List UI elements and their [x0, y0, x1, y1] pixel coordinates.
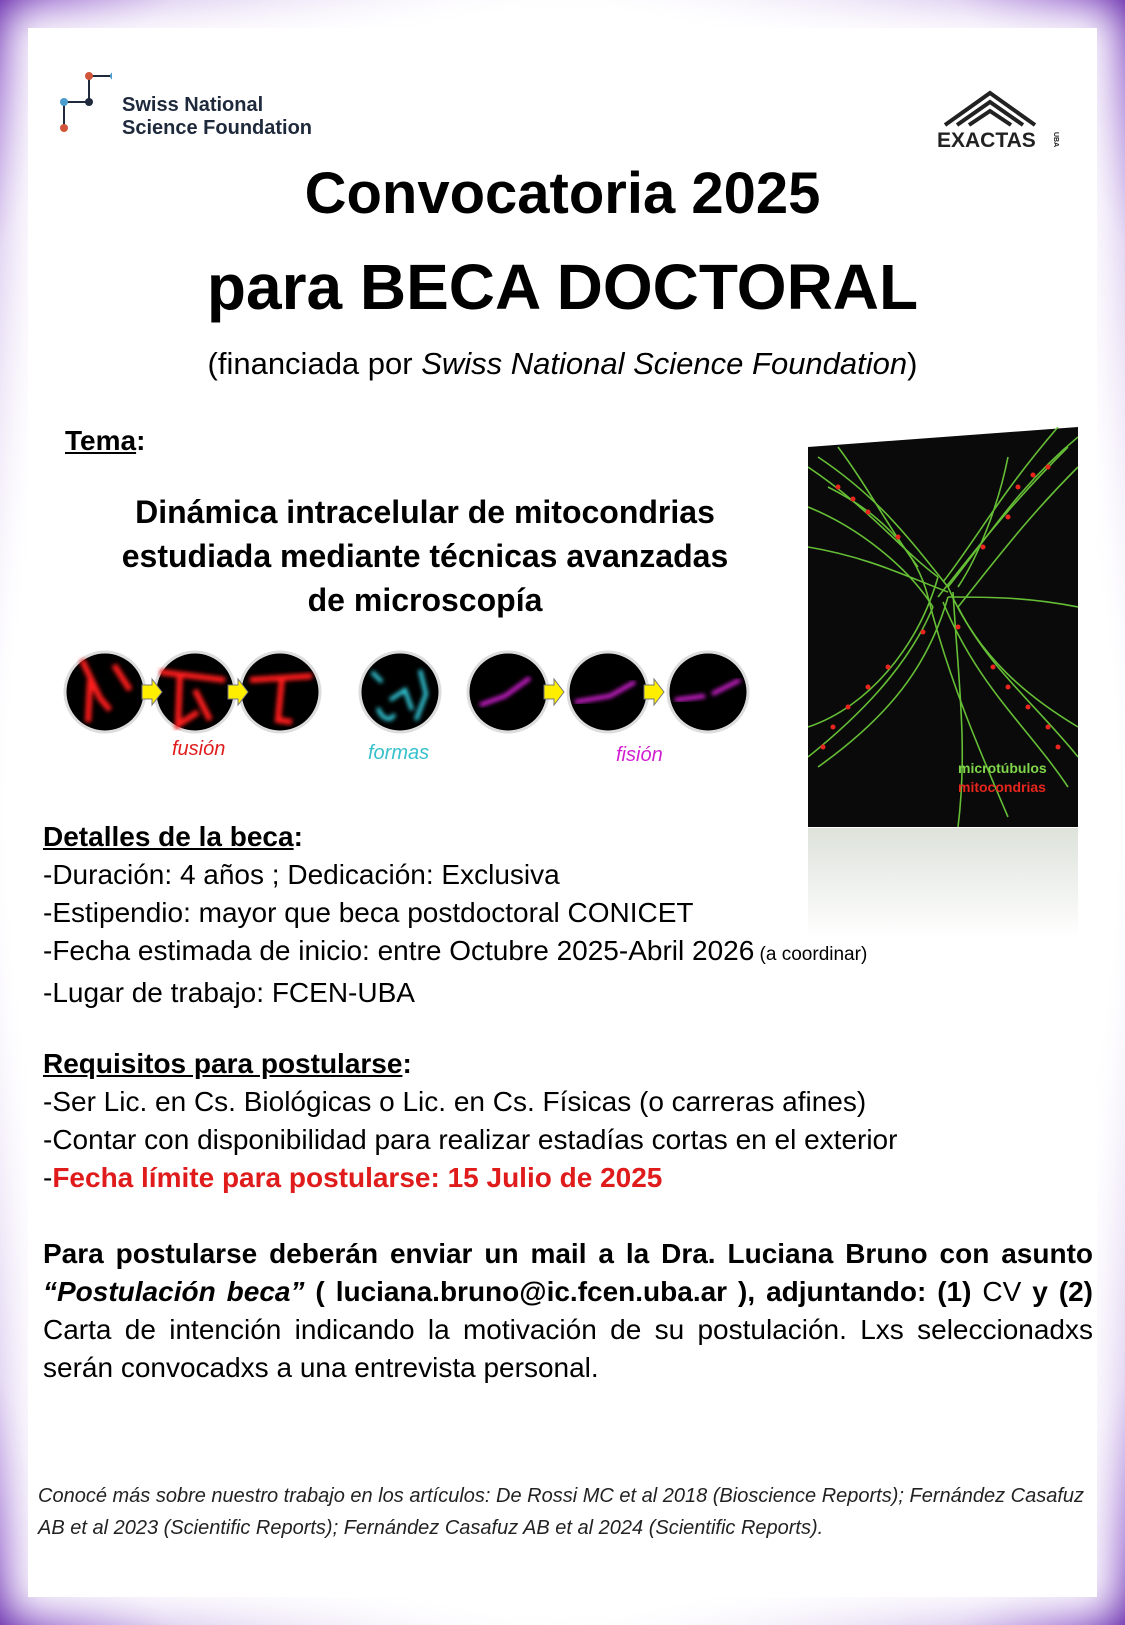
microtubules-micrograph: [808, 427, 1078, 827]
details-stipend: -Estipendio: mayor que beca postdoctoral CONICET: [43, 897, 694, 928]
exactas-roof-icon: [935, 85, 1045, 129]
details-duration: -Duración: 4 años ; Dedicación: Exclusiva: [43, 859, 560, 890]
details-workplace: -Lugar de trabajo: FCEN-UBA: [43, 977, 415, 1008]
requirement-availability: -Contar con disponibilidad para realizar estadías cortas en el exterior: [43, 1124, 898, 1155]
snsf-dots-icon: [52, 70, 112, 140]
micro-label-microtubules: microtúbulos: [958, 760, 1047, 776]
requirements-section: [43, 1045, 897, 1197]
fusion-caption: fusión: [172, 738, 226, 760]
formas-caption: formas: [368, 742, 430, 764]
references-note: Conocé más sobre nuestro trabajo en los artículos: De Rossi MC et al 2018 (Bioscience Reports); Fernández Casafuz AB et al 2023 (Scientific Reports); Fernández Casafuz AB et al 2024 (Scientific Reports).: [38, 1485, 1085, 1539]
application-paragraph: Para postularse deberán enviar un mail a la Dra. Luciana Bruno con asunto “Postulación beca” ( luciana.bruno@ic.fcen.uba.ar ), adjuntando: (1) CV y (2) Carta de intención indicando la motivación de su postulación. Lxs seleccionadxs serán convocadxs a una entrevista personal.: [43, 1238, 1093, 1383]
fusion-sequence: [65, 652, 320, 732]
snsf-logo: [52, 70, 352, 140]
subtitle: (financiada por Swiss National Science Foundation): [207, 346, 918, 381]
details-heading: Detalles de la beca:: [43, 821, 303, 852]
microscopy-image: [808, 427, 1078, 827]
exactas-logo: EXACTAS UBA: [935, 85, 1065, 165]
mail-subject: “Postulación beca”: [43, 1276, 305, 1307]
topic-text: Dinámica intracelular de mitocondrias estudiada mediante técnicas avanzadas de microscopía: [121, 494, 729, 618]
fision-sequence: [468, 652, 748, 732]
requirement-deadline: -Fecha límite para postularse: 15 Julio de 2025: [43, 1162, 663, 1193]
mitochondria-micrographs: [60, 650, 800, 770]
details-start-date: -Fecha estimada de inicio: entre Octubre 2025-Abril 2026 (a coordinar): [43, 935, 868, 966]
contact-email: ( luciana.bruno@ic.fcen.uba.ar ), adjuntando:: [304, 1276, 927, 1307]
title-line2: para BECA DOCTORAL: [206, 251, 919, 323]
requirement-degree: -Ser Lic. en Cs. Biológicas o Lic. en Cs. Físicas (o carreras afines): [43, 1086, 867, 1117]
details-section: [43, 818, 867, 1012]
fision-caption: fisión: [616, 744, 663, 766]
micro-label-mitochondria: mitocondrias: [958, 779, 1046, 795]
mitochondria-image-strip: [60, 650, 800, 770]
formas-sample: [360, 652, 440, 732]
title-line1: Convocatoria 2025: [304, 161, 821, 226]
requirements-heading: Requisitos para postularse:: [43, 1048, 412, 1079]
tema-label: Tema:: [65, 425, 146, 456]
snsf-name: Swiss National Science Foundation: [122, 94, 313, 139]
